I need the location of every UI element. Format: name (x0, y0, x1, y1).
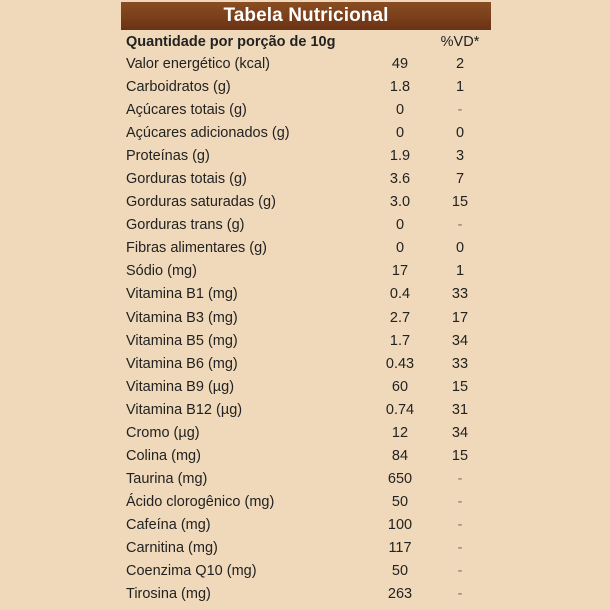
table-row (0, 560, 610, 583)
nutrient-label: Cafeína (mg) (126, 516, 211, 533)
table-title: Tabela Nutricional (121, 2, 491, 30)
nutrient-label: Vitamina B12 (µg) (126, 401, 243, 418)
nutrient-amount: 0 (395, 125, 405, 142)
nutrient-label: Açúcares totais (g) (126, 102, 247, 119)
table-row (0, 353, 610, 376)
nutrient-daily-value: 34 (451, 424, 469, 441)
nutrient-amount: 1.7 (389, 332, 411, 349)
nutrient-amount: 0 (395, 217, 405, 234)
nutrient-daily-value: 0 (455, 125, 465, 142)
nutrient-label: Proteínas (g) (126, 148, 210, 165)
nutrient-amount: 0.43 (385, 355, 415, 372)
nutrient-daily-value: 3 (455, 148, 465, 165)
nutrient-daily-value: 34 (451, 332, 469, 349)
nutrient-daily-value: 1 (455, 79, 465, 96)
nutrient-amount: 0.74 (385, 401, 415, 418)
nutrient-amount: 100 (387, 516, 413, 533)
nutrient-label: Sódio (mg) (126, 263, 197, 280)
nutrient-daily-value: - (457, 493, 463, 510)
nutrient-label: Cromo (µg) (126, 424, 200, 441)
nutrient-amount: 0 (395, 240, 405, 257)
nutrient-daily-value: - (457, 470, 463, 487)
table-row (0, 260, 610, 283)
table-row (0, 537, 610, 560)
nutrient-amount: 3.0 (389, 194, 411, 211)
table-row (0, 514, 610, 537)
nutrient-label: Açúcares adicionados (g) (126, 125, 290, 142)
nutrient-label: Gorduras totais (g) (126, 171, 247, 188)
table-row (0, 237, 610, 260)
table-row (0, 330, 610, 353)
table-row (0, 583, 610, 606)
table-row (0, 491, 610, 514)
nutrient-daily-value: 7 (455, 171, 465, 188)
table-row (0, 145, 610, 168)
table-row (0, 376, 610, 399)
nutrient-amount: 17 (391, 263, 409, 280)
nutrient-daily-value: 31 (451, 401, 469, 418)
nutrient-label: Carnitina (mg) (126, 539, 218, 556)
nutrient-label: Coenzima Q10 (mg) (126, 563, 257, 580)
daily-value-header: %VD* (440, 34, 480, 50)
nutrient-label: Fibras alimentares (g) (126, 240, 268, 257)
table-row (0, 422, 610, 445)
table-row (0, 191, 610, 214)
table-row (0, 307, 610, 330)
table-row (0, 99, 610, 122)
nutrient-amount: 650 (387, 470, 413, 487)
nutrient-label: Valor energético (kcal) (126, 56, 270, 72)
table-row (0, 214, 610, 237)
nutrient-amount: 50 (391, 493, 409, 510)
table-row (0, 76, 610, 99)
nutrient-amount: 60 (391, 378, 409, 395)
nutrient-daily-value: 17 (451, 309, 469, 326)
nutrient-label: Taurina (mg) (126, 470, 208, 487)
nutrient-daily-value: 33 (451, 355, 469, 372)
table-body (0, 53, 610, 606)
nutrient-amount: 117 (388, 539, 412, 556)
table-header (126, 32, 506, 52)
table-row (0, 468, 610, 491)
nutrient-amount: 49 (391, 56, 409, 72)
nutrient-daily-value: - (457, 563, 463, 580)
table-row (0, 445, 610, 468)
nutrient-label: Vitamina B1 (mg) (126, 286, 238, 303)
table-row (0, 53, 610, 76)
nutrient-amount: 1.9 (389, 148, 411, 165)
nutrient-amount: 0 (395, 102, 405, 119)
nutrient-daily-value: - (457, 102, 463, 119)
nutrient-amount: 1.8 (389, 79, 411, 96)
nutrient-label: Gorduras trans (g) (126, 217, 245, 234)
nutrient-daily-value: - (457, 539, 463, 556)
nutrient-amount: 2.7 (389, 309, 411, 326)
nutrient-label: Tirosina (mg) (126, 586, 211, 603)
nutrient-label: Vitamina B9 (µg) (126, 378, 235, 395)
nutrient-daily-value: - (457, 217, 463, 234)
nutrient-amount: 50 (391, 563, 409, 580)
nutrient-daily-value: 15 (451, 194, 469, 211)
table-row (0, 168, 610, 191)
nutrient-daily-value: 0 (455, 240, 465, 257)
table-row (0, 122, 610, 145)
nutrient-daily-value: 15 (451, 378, 469, 395)
nutrient-label: Colina (mg) (126, 447, 201, 464)
nutrient-amount: 12 (391, 424, 409, 441)
nutrient-label: Carboidratos (g) (126, 79, 231, 96)
serving-size-header: Quantidade por porção de 10g (126, 34, 336, 50)
nutrient-daily-value: - (457, 516, 463, 533)
nutrient-label: Vitamina B6 (mg) (126, 355, 238, 372)
nutrient-daily-value: 2 (455, 56, 465, 72)
nutrient-daily-value: 33 (451, 286, 469, 303)
nutrient-daily-value: 15 (451, 447, 469, 464)
nutrient-amount: 3.6 (389, 171, 411, 188)
nutrient-daily-value: - (457, 586, 463, 603)
nutrient-label: Gorduras saturadas (g) (126, 194, 276, 211)
nutrient-daily-value: 1 (455, 263, 465, 280)
table-row (0, 399, 610, 422)
nutrient-amount: 84 (391, 447, 409, 464)
nutrient-label: Ácido clorogênico (mg) (126, 493, 275, 510)
nutrient-amount: 263 (387, 586, 413, 603)
nutrient-amount: 0.4 (389, 286, 411, 303)
nutrient-label: Vitamina B3 (mg) (126, 309, 238, 326)
table-row (0, 283, 610, 306)
nutrient-label: Vitamina B5 (mg) (126, 332, 238, 349)
